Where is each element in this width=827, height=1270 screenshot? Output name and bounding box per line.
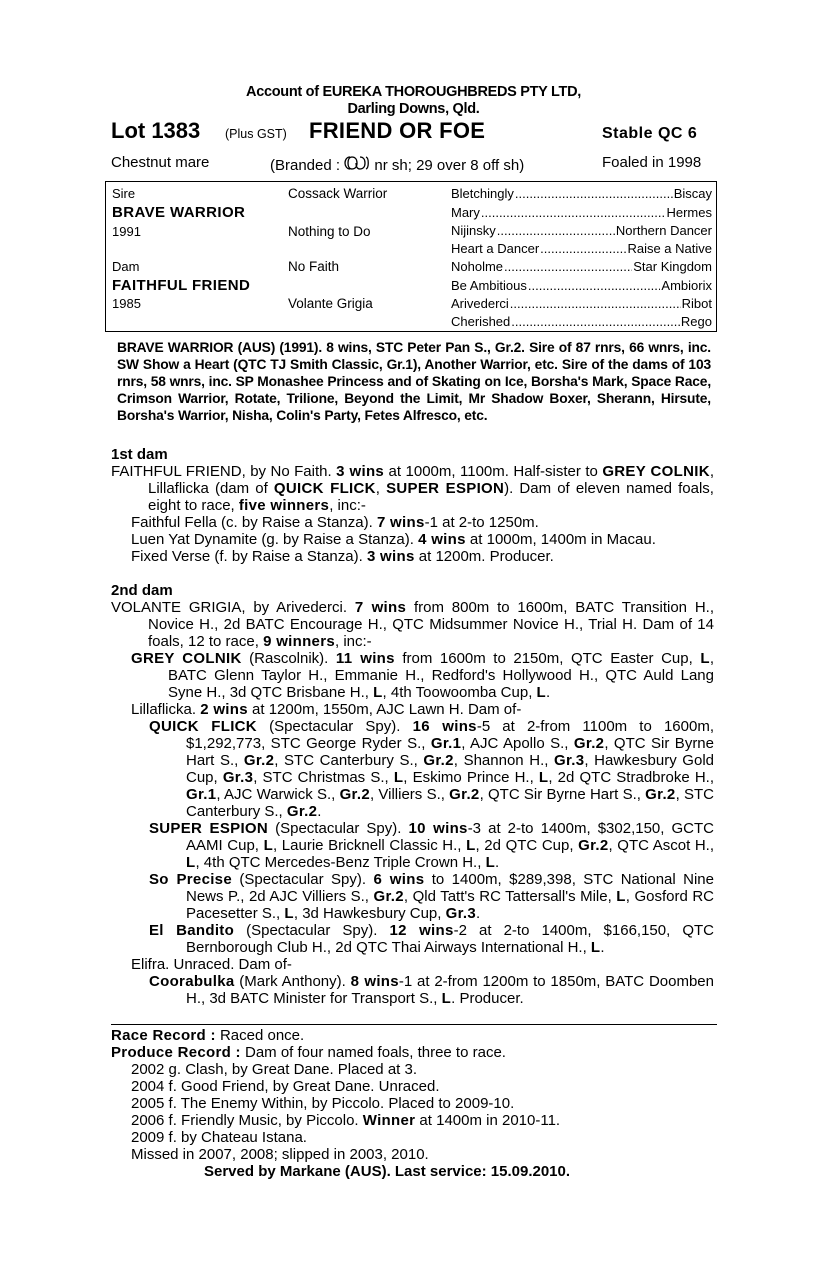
produce-item: Missed in 2007, 2008; slipped in 2003, 2010.	[131, 1146, 429, 1163]
brand-description	[270, 154, 524, 174]
g3-right: Ambiorix	[661, 278, 712, 293]
g3-left: Bletchingly	[451, 186, 514, 201]
pedigree-g3-row	[451, 205, 712, 220]
pedigree-g3-row	[451, 186, 712, 201]
dam-dam: Volante Grigia	[288, 296, 373, 311]
sire-year: 1991	[112, 224, 141, 239]
g3-right: Hermes	[666, 205, 712, 220]
pedigree-g3-row	[451, 259, 712, 274]
produce-item: 2006 f. Friendly Music, by Piccolo. Winner at 1400m in 2010-11.	[131, 1112, 561, 1129]
third-gen-progeny: El Bandito (Spectacular Spy). 12 wins-2 at 2-to 1400m, $166,150, QTC Bernborough Club H., 2d QTC Thai Airways International H., L.	[149, 922, 715, 956]
vendor-account: Account of EUREKA THOROUGHBREDS PTY LTD,	[246, 84, 581, 100]
first-dam-progeny: Luen Yat Dynamite (g. by Raise a Stanza). 4 wins at 1000m, 1400m in Macau.	[131, 531, 656, 548]
produce-item: 2009 f. by Chateau Istana.	[131, 1129, 307, 1146]
horse-name: FRIEND OR FOE	[309, 118, 486, 143]
race-record-text: Raced once.	[215, 1027, 305, 1044]
g3-right: Northern Dancer	[615, 223, 712, 238]
g3-left: Nijinsky	[451, 223, 496, 238]
dam-sire: No Faith	[288, 259, 340, 274]
produce-record-label: Produce Record :	[111, 1044, 241, 1061]
first-dam-heading: 1st dam	[111, 446, 168, 463]
third-gen-progeny: QUICK FLICK (Spectacular Spy). 16 wins-5 at 2-from 1100m to 1600m, $1,292,773, STC George Ryder S., Gr.1, AJC Apollo S., Gr.2, QTC Sir Byrne Hart S., Gr.2, STC Canterbury S., Gr.2, Shannon H., Gr.3, Hawkesbury Gold Cup, Gr.3, STC Christmas S., L, Eskimo Prince H., L, 2d QTC Stradbroke H., Gr.1, AJC Warwick S., Gr.2, Villiers S., Gr.2, QTC Sir Byrne Hart S., Gr.2, STC Canterbury S., Gr.2.	[149, 718, 714, 820]
pedigree-g3-row	[451, 223, 712, 238]
section-divider	[111, 1024, 717, 1025]
g3-right: Rego	[680, 314, 712, 329]
produce-record	[111, 1044, 506, 1061]
dam-year: 1985	[112, 296, 141, 311]
race-record-label: Race Record :	[111, 1027, 216, 1044]
branded-prefix: (Branded :	[270, 157, 341, 174]
second-dam-heading: 2nd dam	[111, 582, 173, 599]
sire-name: BRAVE WARRIOR	[112, 204, 246, 221]
gst-note: (Plus GST)	[225, 127, 287, 141]
g3-right: Star Kingdom	[633, 259, 712, 274]
g3-left: Heart a Dancer	[451, 241, 540, 256]
third-gen-progeny: Coorabulka (Mark Anthony). 8 wins-1 at 2-from 1200m to 1850m, BATC Doomben H., 3d BATC Minister for Transport S., L. Producer.	[149, 973, 714, 1007]
lot-number: Lot 1383	[111, 118, 201, 143]
stable-number: Stable QC 6	[602, 125, 698, 142]
g3-left: Noholme	[451, 259, 504, 274]
sire-label: Sire	[112, 186, 136, 201]
g3-left: Arivederci	[451, 296, 509, 311]
sire-sire: Cossack Warrior	[288, 186, 388, 201]
second-dam-progeny: GREY COLNIK (Rascolnik). 11 wins from 1600m to 2150m, QTC Easter Cup, L, BATC Glenn Taylor H., Emmanie H., Redford's Hollywood H., QTC Auld Lang Syne H., 3d QTC Brisbane H., L, 4th Toowoomba Cup, L.	[131, 650, 714, 701]
pedigree-g3-row	[451, 241, 712, 256]
race-record	[111, 1027, 304, 1044]
g3-left: Mary	[451, 205, 480, 220]
sire-dam: Nothing to Do	[288, 224, 371, 239]
third-gen-progeny: So Precise (Spectacular Spy). 6 wins to 1400m, $289,398, STC National Nine News P., 2d AJC Villiers S., Gr.2, Qld Tatt's RC Tattersall's Mile, L, Gosford RC Pacesetter S., L, 3d Hawkesbury Cup, Gr.3.	[149, 871, 715, 922]
branded-suffix: nr sh; 29 over 8 off sh)	[374, 157, 525, 174]
third-gen-progeny: SUPER ESPION (Spectacular Spy). 10 wins-3 at 2-to 1400m, $302,150, GCTC AAMI Cup, L, Laurie Bricknell Classic H., L, 2d QTC Cup, Gr.2, QTC Ascot H., L, 4th QTC Mercedes-Benz Triple Crown H., L.	[149, 820, 715, 871]
g3-right: Ribot	[681, 296, 712, 311]
second-dam-progeny: Lillaflicka. 2 wins at 1200m, 1550m, AJC Lawn H. Dam of-	[131, 701, 522, 718]
first-dam-progeny: Fixed Verse (f. by Raise a Stanza). 3 wins at 1200m. Producer.	[131, 548, 554, 565]
foaled-year: Foaled in 1998	[602, 154, 702, 171]
dam-name: FAITHFUL FRIEND	[112, 277, 251, 294]
service-note: Served by Markane (AUS). Last service: 15.09.2010.	[204, 1163, 571, 1180]
produce-item: 2002 g. Clash, by Great Dane. Placed at 3.	[131, 1061, 418, 1078]
produce-item: 2004 f. Good Friend, by Great Dane. Unraced.	[131, 1078, 440, 1095]
g3-right: Biscay	[673, 186, 712, 201]
g3-left: Cherished	[451, 314, 511, 329]
dam-label: Dam	[112, 259, 140, 274]
pedigree-g3-row	[451, 278, 712, 293]
produce-record-text: Dam of four named foals, three to race.	[240, 1044, 506, 1061]
produce-item: 2005 f. The Enemy Within, by Piccolo. Placed to 2009-10.	[131, 1095, 515, 1112]
pedigree-g3-row	[451, 314, 712, 329]
horse-sex: Chestnut mare	[111, 154, 210, 171]
brand-mark-icon	[344, 154, 370, 172]
pedigree-g3-row	[451, 296, 712, 311]
g3-right: Raise a Native	[627, 241, 712, 256]
g3-left: Be Ambitious	[451, 278, 527, 293]
pedigree-table	[105, 181, 717, 332]
first-dam-paragraph: FAITHFUL FRIEND, by No Faith. 3 wins at 1000m, 1100m. Half-sister to GREY COLNIK, Lillaflicka (dam of QUICK FLICK, SUPER ESPION). Dam of eleven named foals, eight to race, five winners, inc:-	[111, 463, 714, 514]
first-dam-progeny: Faithful Fella (c. by Raise a Stanza). 7 wins-1 at 2-to 1250m.	[131, 514, 539, 531]
sire-summary: BRAVE WARRIOR (AUS) (1991). 8 wins, STC Peter Pan S., Gr.2. Sire of 87 rnrs, 66 wnrs, inc. SW Show a Heart (QTC TJ Smith Classic, Gr.1), Another Warrior, etc. Sire of the dams of 103 rnrs, 58 wnrs, inc. SP Monashee Princess and of Skating on Ice, Borsha's Mark, Space Race, Crimson Warrior, Rotate, Trilione, Beyond the Limit, Mr Shadow Boxer, Sherann, Hirsute, Borsha's Warrior, Nisha, Colin's Party, Fetes Alfresco, etc.	[117, 340, 711, 423]
second-dam-paragraph: VOLANTE GRIGIA, by Arivederci. 7 wins from 800m to 1600m, BATC Transition H., Novice H., 2d BATC Encourage H., QTC Midsummer Novice H., Trial H. Dam of 14 foals, 12 to race, 9 winners, inc:-	[111, 599, 715, 650]
second-dam-progeny: Elifra. Unraced. Dam of-	[131, 956, 292, 973]
vendor-location: Darling Downs, Qld.	[347, 101, 480, 117]
